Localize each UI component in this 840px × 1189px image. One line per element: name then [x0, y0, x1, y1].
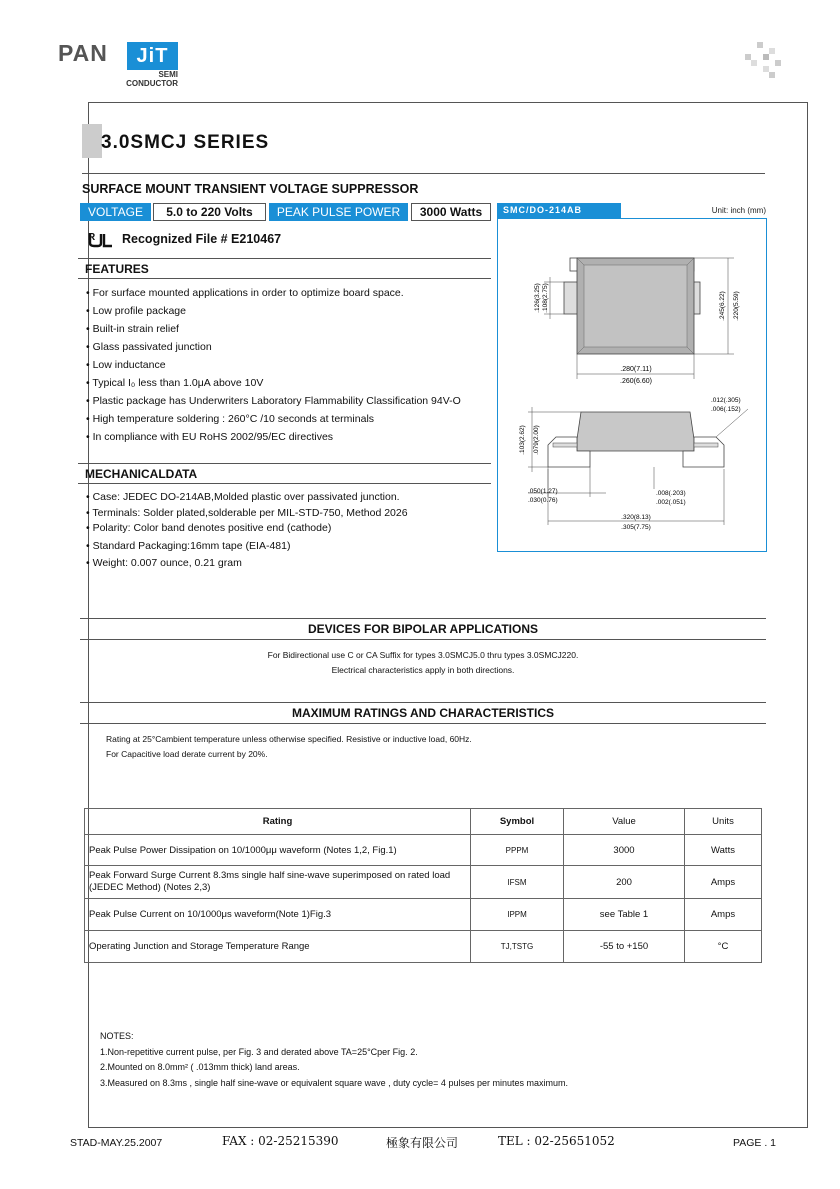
- package-name: SMC/DO-214AB: [497, 203, 621, 218]
- footer-company: 極象有限公司: [386, 1136, 459, 1150]
- column-header-value: Value: [564, 809, 685, 835]
- cell-symbol: IFSM: [471, 866, 564, 899]
- list-item: • High temperature soldering : 260°C /10 seconds at terminals: [86, 410, 496, 428]
- footer-date: STAD-MAY.25.2007: [70, 1137, 163, 1149]
- dim-v1: .103(2.62): [519, 425, 526, 455]
- list-item: • Plastic package has Underwriters Laboratory Flammability Classification 94V-O: [86, 392, 496, 410]
- divider: [80, 639, 766, 640]
- cell-units: Watts: [685, 835, 762, 866]
- bipolar-heading: DEVICES FOR BIPOLAR APPLICATIONS: [307, 622, 538, 636]
- dim-l1: .050(1.27): [528, 488, 558, 495]
- ratings-line2: For Capacitive load derate current by 20%.: [106, 749, 268, 759]
- dim-t2: .006(.152): [711, 406, 741, 413]
- dim-t1: .012(.305): [711, 397, 741, 404]
- list-item: • Glass passivated junction: [86, 338, 496, 356]
- dim-b1: .320(8.13): [621, 514, 651, 521]
- table-row: [85, 835, 762, 866]
- package-drawing: [498, 219, 766, 551]
- divider: [78, 258, 491, 259]
- dim-h4: .220(5.59): [733, 291, 740, 321]
- list-item: • For surface mounted applications in order to optimize board space.: [86, 284, 496, 302]
- list-item: • Low inductance: [86, 356, 496, 374]
- logo-subtitle: [126, 70, 178, 88]
- column-header-symbol: Symbol: [471, 809, 564, 835]
- divider: [82, 173, 765, 174]
- dim-w1: .280(7.11): [620, 366, 652, 373]
- divider: [80, 618, 766, 619]
- note-item: 2.Mounted on 8.0mm² ( .013mm thick) land areas.: [100, 1062, 300, 1072]
- dim-l2: .030(0.76): [528, 497, 558, 504]
- package-unit: Unit: inch (mm): [620, 203, 766, 219]
- logo-pan: PAN: [58, 40, 108, 66]
- footer-tel: TEL : 02-25651052: [498, 1134, 615, 1148]
- page-title: 3.0SMCJ SERIES: [101, 132, 270, 153]
- mechanical-list: [86, 490, 496, 572]
- dim-v2: .079(2.00): [533, 425, 540, 455]
- checker-decoration-icon: [745, 42, 781, 78]
- divider: [78, 463, 491, 464]
- note-item: 3.Measured on 8.3ms , single half sine-wave or equivalent square wave , duty cycle= 4 pulses per minutes maximum.: [100, 1077, 568, 1088]
- list-item: • Typical I₀ less than 1.0μA above 10V: [86, 374, 496, 392]
- list-item: • Standard Packaging:16mm tape (EIA-481): [86, 539, 496, 555]
- dim-h3: .245(6.22): [719, 291, 726, 321]
- features-heading: FEATURES: [85, 262, 149, 276]
- dim-s1: .008(.203): [656, 490, 686, 497]
- logo-sub-semi: SEMI: [158, 70, 178, 79]
- list-item: • Weight: 0.007 ounce, 0.21 gram: [86, 556, 496, 572]
- bipolar-line1: For Bidirectional use C or CA Suffix for types 3.0SMCJ5.0 thru types 3.0SMCJ220.: [267, 650, 579, 660]
- cell-value: 200: [564, 866, 685, 899]
- divider: [80, 702, 766, 703]
- mechanical-heading: MECHANICALDATA: [85, 467, 198, 481]
- dim-h2: .108(2.75): [542, 283, 549, 313]
- cell-symbol: IPPM: [471, 899, 564, 931]
- cell-units: Amps: [685, 899, 762, 931]
- table-row: [85, 899, 762, 931]
- note-item: 1.Non-repetitive current pulse, per Fig. 3 and derated above TA=25°Cper Fig. 2.: [100, 1046, 418, 1057]
- dim-b2: .305(7.75): [621, 524, 651, 531]
- cell-rating: Peak Pulse Current on 10/1000μs waveform(Note 1)Fig.3: [85, 899, 471, 931]
- product-subtitle: SURFACE MOUNT TRANSIENT VOLTAGE SUPPRESSOR: [82, 182, 419, 196]
- dim-h1: .126(3.25): [534, 283, 541, 313]
- dim-w2: .260(6.60): [620, 378, 652, 385]
- cell-rating: Peak Pulse Power Dissipation on 10/1000μμ waveform (Notes 1,2, Fig.1): [85, 835, 471, 866]
- power-value: 3000 Watts: [411, 203, 491, 221]
- features-list: [86, 284, 496, 446]
- list-item: • Polarity: Color band denotes positive end (cathode): [86, 521, 496, 537]
- cell-symbol: TJ,TSTG: [471, 931, 564, 963]
- recognized-file: Recognized File # E210467: [122, 232, 282, 246]
- list-item: • Terminals: Solder plated,solderable per MIL-STD-750, Method 2026: [86, 506, 496, 522]
- logo-sub-conductor: CONDUCTOR: [126, 79, 178, 88]
- table-header-row: [85, 809, 762, 835]
- ratings-table: [84, 808, 762, 963]
- column-header-rating: Rating: [85, 809, 471, 835]
- cell-units: Amps: [685, 866, 762, 899]
- cell-units: °C: [685, 931, 762, 963]
- cell-value: -55 to +150: [564, 931, 685, 963]
- divider: [78, 278, 491, 279]
- table-row: [85, 866, 762, 899]
- cell-value: see Table 1: [564, 899, 685, 931]
- voltage-value: 5.0 to 220 Volts: [153, 203, 266, 221]
- list-item: • In compliance with EU RoHS 2002/95/EC directives: [86, 428, 496, 446]
- divider: [80, 723, 766, 724]
- cell-rating: Operating Junction and Storage Temperature Range: [85, 931, 471, 963]
- ul-mark-shape: [88, 232, 116, 248]
- cell-symbol: PPPM: [471, 835, 564, 866]
- title-accent-box: [82, 124, 102, 158]
- cell-rating: Peak Forward Surge Current 8.3ms single half sine-wave superimposed on rated load (JEDEC Method) (Notes 2,3): [85, 866, 471, 899]
- voltage-tag: VOLTAGE: [80, 203, 151, 221]
- column-header-units: Units: [685, 809, 762, 835]
- divider: [78, 483, 491, 484]
- list-item: • Case: JEDEC DO-214AB,Molded plastic over passivated junction.: [86, 490, 496, 506]
- bipolar-line2: Electrical characteristics apply in both directions.: [331, 665, 515, 675]
- list-item: • Low profile package: [86, 302, 496, 320]
- ratings-heading: MAXIMUM RATINGS AND CHARACTERISTICS: [292, 706, 554, 720]
- notes: [100, 1029, 780, 1091]
- notes-heading: NOTES:: [100, 1031, 134, 1041]
- logo-jit: JiT: [127, 42, 178, 70]
- power-tag: PEAK PULSE POWER: [269, 203, 408, 221]
- dim-s2: .002(.051): [656, 499, 686, 506]
- list-item: • Built-in strain relief: [86, 320, 496, 338]
- ul-mark: R: [88, 232, 96, 243]
- footer-fax: FAX : 02-25215390: [222, 1134, 339, 1148]
- footer-page: PAGE . 1: [733, 1137, 776, 1149]
- ratings-line1: Rating at 25°Cambient temperature unless otherwise specified. Resistive or inductive load, 60Hz.: [106, 734, 472, 744]
- cell-value: 3000: [564, 835, 685, 866]
- table-row: [85, 931, 762, 963]
